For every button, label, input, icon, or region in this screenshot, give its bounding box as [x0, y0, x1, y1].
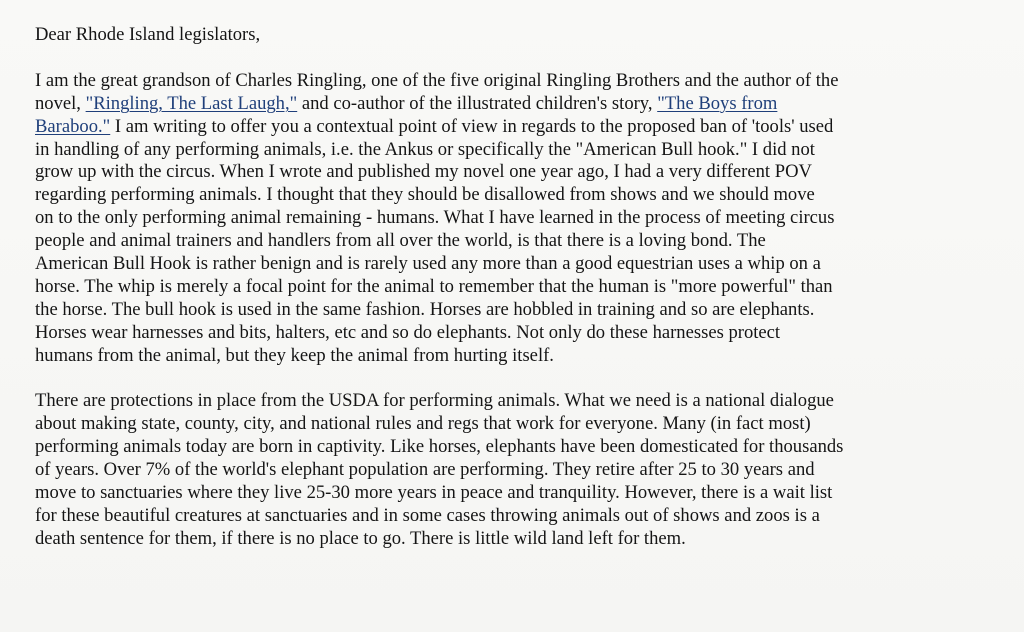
- paragraph-2: [35, 390, 1010, 550]
- line-text: and co-author of the illustrated children's story,: [297, 92, 658, 114]
- paragraph-2-line: for these beautiful creatures at sanctuaries and in some cases throwing animals out of shows and zoos is a: [35, 504, 820, 526]
- childrens-story-link[interactable]: "The Boys from: [657, 92, 778, 114]
- paragraph-1-line: Horses wear harnesses and bits, halters, etc and so do elephants. Not only do these harnesses protect: [35, 321, 781, 343]
- paragraph-gap: [35, 47, 1010, 70]
- paragraph-1-line: I am the great grandson of Charles Ringling, one of the five original Ringling Brothers and the author of the: [35, 69, 839, 91]
- line-text: novel,: [35, 92, 86, 114]
- paragraph-1-line: people and animal trainers and handlers from all over the world, is that there is a loving bond. The: [35, 230, 766, 252]
- paragraph-1-line: [35, 93, 1010, 116]
- paragraph-2-line: performing animals today are born in captivity. Like horses, elephants have been domesticated for thousands: [35, 436, 844, 458]
- paragraph-1-line: humans from the animal, but they keep the animal from hurting itself.: [35, 344, 554, 366]
- paragraph-1-line: horse. The whip is merely a focal point for the animal to remember that the human is "more powerful" than: [35, 275, 833, 297]
- paragraph-2-line: death sentence for them, if there is no place to go. There is little wild land left for them.: [35, 527, 686, 549]
- letter-body: [35, 24, 1010, 551]
- paragraph-1-line: regarding performing animals. I thought that they should be disallowed from shows and we should move: [35, 184, 815, 206]
- salutation: Dear Rhode Island legislators,: [35, 24, 261, 45]
- paragraph-2-line: There are protections in place from the USDA for performing animals. What we need is a national dialogue: [35, 390, 834, 412]
- paragraph-1-line: grow up with the circus. When I wrote and published my novel one year ago, I had a very different POV: [35, 161, 812, 183]
- paragraph-gap: [35, 367, 1010, 390]
- paragraph-1-line: [35, 116, 1010, 139]
- line-text: I am writing to offer you a contextual point of view in regards to the proposed ban of 'tools' used: [110, 115, 834, 137]
- paragraph-2-line: of years. Over 7% of the world's elephant population are performing. They retire after 25 to 30 years and: [35, 459, 815, 481]
- paragraph-1-line: on to the only performing animal remaining - humans. What I have learned in the process of meeting circus: [35, 207, 835, 229]
- paragraph-1-line: the horse. The bull hook is used in the same fashion. Horses are hobbled in training and so are elephants.: [35, 298, 815, 320]
- paragraph-1-line: in handling of any performing animals, i.e. the Ankus or specifically the "American Bull hook." I did not: [35, 138, 815, 160]
- paragraph-1-line: American Bull Hook is rather benign and is rarely used any more than a good equestrian uses a whip on a: [35, 253, 821, 275]
- paragraph-2-line: move to sanctuaries where they live 25-30 more years in peace and tranquility. However, there is a wait list: [35, 482, 833, 504]
- paragraph-2-line: about making state, county, city, and national rules and regs that work for everyone. Many (in fact most): [35, 413, 811, 435]
- childrens-story-link-continued[interactable]: Baraboo.": [35, 115, 111, 137]
- paragraph-1: [35, 70, 1010, 368]
- novel-title-link[interactable]: "Ringling, The Last Laugh,": [85, 92, 298, 114]
